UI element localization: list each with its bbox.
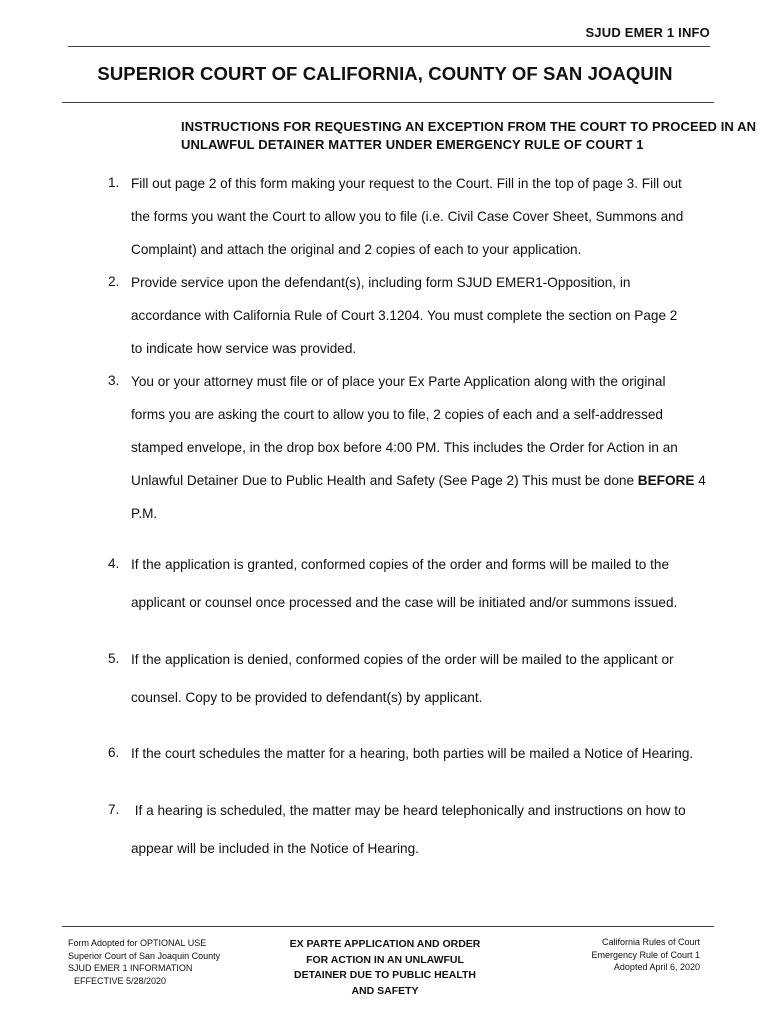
instruction-line: If the application is denied, conformed copies of the order will be mailed to the applicant or: [131, 652, 674, 667]
heading-line-1: INSTRUCTIONS FOR REQUESTING AN EXCEPTION FROM THE COURT TO PROCEED IN AN: [181, 119, 757, 134]
footer-right-line: Emergency Rule of Court 1: [591, 949, 700, 960]
title-divider: [62, 102, 714, 103]
instruction-text: [131, 745, 733, 763]
footer-left-line: EFFECTIVE 5/28/2020: [74, 975, 167, 986]
instruction-line: counsel. Copy to be provided to defendant(s) by applicant.: [131, 690, 483, 705]
instruction-number: 5.: [108, 651, 120, 666]
court-title: SUPERIOR COURT OF CALIFORNIA, COUNTY OF SAN JOAQUIN: [97, 63, 673, 84]
footer-rule-reference: [591, 936, 700, 974]
instruction-line: accordance with California Rule of Court 3.1204. You must complete the section on Page 2: [131, 308, 678, 323]
footer-center-line: DETAINER DUE TO PUBLIC HEALTH: [293, 969, 476, 982]
instruction-line-part: Unlawful Detainer Due to Public Health and Safety (See Page 2) This must be done: [131, 473, 638, 488]
instruction-line-part: 4: [694, 473, 706, 488]
footer-right-line: Adopted April 6, 2020: [613, 962, 700, 973]
instruction-line: stamped envelope, in the drop box before 4:00 PM. This includes the Order for Action in an: [131, 440, 678, 455]
instruction-text: [131, 373, 733, 523]
footer-divider: [62, 926, 714, 927]
instruction-line: You or your attorney must file or of place your Ex Parte Application along with the original: [131, 374, 666, 389]
footer-left-line: Form Adopted for OPTIONAL USE: [68, 938, 207, 948]
instruction-text: [131, 556, 733, 612]
instruction-line: applicant or counsel once processed and the case will be initiated and/or summons issued.: [131, 595, 678, 610]
instruction-number: 1.: [108, 175, 120, 190]
instruction-text: [131, 175, 733, 259]
instruction-line: P.M.: [131, 506, 158, 521]
heading-line-2: UNLAWFUL DETAINER MATTER UNDER EMERGENCY RULE OF COURT 1: [181, 137, 644, 152]
instruction-line: Complaint) and attach the original and 2 copies of each to your application.: [131, 242, 582, 257]
before-emphasis: BEFORE: [637, 473, 695, 488]
footer-left-line: Superior Court of San Joaquin County: [68, 950, 221, 961]
instruction-line: If the court schedules the matter for a hearing, both parties will be mailed a Notice of Hearing.: [131, 746, 694, 761]
instruction-line: appear will be included in the Notice of Hearing.: [131, 841, 419, 856]
instruction-number: 7.: [108, 802, 120, 817]
footer-form-title: [276, 937, 494, 999]
instruction-line: forms you are asking the court to allow you to file, 2 copies of each and a self-addressed: [131, 407, 663, 422]
instruction-line: Provide service upon the defendant(s), including form SJUD EMER1-Opposition, in: [131, 275, 631, 290]
instruction-number: 2.: [108, 274, 120, 289]
header-divider: [68, 46, 710, 47]
instruction-line: If a hearing is scheduled, the matter may be heard telephonically and instructions on how to: [131, 803, 686, 818]
instruction-text: [131, 274, 733, 358]
instruction-text: [131, 651, 733, 707]
instruction-line: If the application is granted, conformed copies of the order and forms will be mailed to the: [131, 557, 670, 572]
instruction-line: Fill out page 2 of this form making your request to the Court. Fill in the top of page 3. Fill out: [131, 176, 682, 191]
instruction-line: [131, 472, 733, 505]
instruction-number: 6.: [108, 745, 120, 760]
footer-form-info: [68, 937, 220, 987]
instruction-number: 3.: [108, 373, 120, 388]
footer-right-line: California Rules of Court: [601, 937, 700, 947]
form-id: SJUD EMER 1 INFO: [585, 25, 710, 40]
footer-center-line: FOR ACTION IN AN UNLAWFUL: [306, 953, 464, 966]
instruction-text: [131, 802, 733, 858]
footer-left-line: SJUD EMER 1 INFORMATION: [68, 963, 193, 974]
instruction-number: 4.: [108, 556, 120, 571]
footer-center-line: AND SAFETY: [351, 984, 419, 997]
instructions-heading: [181, 118, 757, 154]
instruction-line: to indicate how service was provided.: [131, 341, 357, 356]
instruction-line: the forms you want the Court to allow you to file (i.e. Civil Case Cover Sheet, Summons and: [131, 209, 684, 224]
footer-center-line: EX PARTE APPLICATION AND ORDER: [289, 938, 481, 950]
